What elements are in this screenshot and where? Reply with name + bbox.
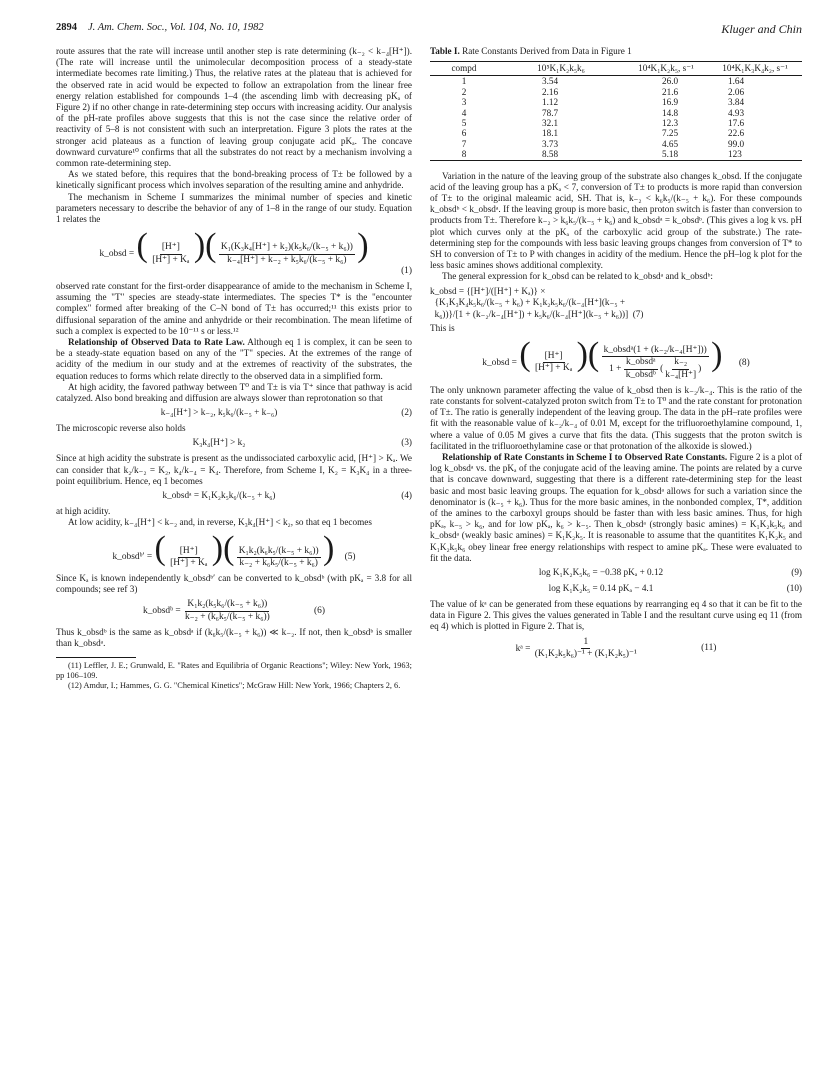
eq-number: (10): [786, 583, 802, 594]
eq-lhs: k_obsd =: [482, 358, 517, 369]
table-cell: 99.0: [728, 138, 745, 149]
frac-den: [H⁺] + Kₐ: [152, 254, 190, 265]
table-cell: 8.58: [542, 149, 559, 160]
eq-number: (1): [401, 265, 412, 276]
paragraph: At low acidity, k₋₄[H⁺] < k₋₂ and, in reverse, K₃k₄[H⁺] < k₂, so that eq 1 becomes: [68, 517, 372, 528]
equation-5: k_obsdᵇ′ = ( $\frac{[H^+]}{\text{[H⁺] + Kₐ}}$ )( $\frac{\text{K₁k₂(k₆k₅/(k₋₅ + k₆))}}{\text{k₋₂ + k₆k₅/(k₋₅ + k₆)}}$ ) (5): [112, 530, 356, 568]
table-cell: 21.6: [662, 86, 679, 97]
table-cell: 7.25: [662, 128, 679, 139]
paragraph-text: Figure 2 is a plot of log k_obsdᵃ vs. the pKₐ of the conjugate acid of the leaving amine. The points are related by a curve that is concave downward, suggesting that there is a different rate-determining step for the least basic and most basic leaving groups. The equation for k_obsdᵃ allows for such a variation since the denominator is (k₋₅ + k₆). Thus for the more basic amines, in the nonbonded complex, T*, addition of the amines to the carboxyl groups should be faster than with less basic amines. Thus, for high pKₐ, k₋₅ > k₆, and for low pKₐ, k₆ > k₋₅. Then k_obsdᵃ (strongly basic amines) = K₁K₂k₅k₆ and k_obsdᵃ (weakly basic amines) = K₁K₂k₅. It is reasonable to assume that the quantitites K₁K₂k₅ and K₁K₂k₅k₆ obey linear free energy relationships with respect to amine pKₐ. These were evaluated to fit the data.: [430, 451, 803, 563]
paragraph: Since at high acidity the substrate is present as the undissociated carboxylic acid, [H⁺] > Kₐ. We can consider that k₂/k₋₂ = K₂, k₄/k₋₄ = K₄. Therefore, from Scheme I, K₂ = K₃K₄ in a three-point equilibrium. Hence, eq 1 becomes: [56, 453, 412, 486]
section-heading: Relationship of Rate Constants in Scheme I to Observed Rate Constants.: [442, 451, 728, 462]
eq-number: (5): [344, 552, 356, 563]
frac-den: k₋₂ + (k₆k₅/(k₋₅ + k₆)): [184, 611, 270, 622]
paragraph: The only unknown parameter affecting the value of k_obsd then is k₋₂/k₋₄. This is the ratio of the rate constants for solvent-catalyzed proton switch from T± to T⁰ and the rate constant for protonation of T±. The ratio is generally independent of the leaving group. The data in the pH–rate profiles were fit with the reasonable value of k₋₂/k₋₄ of 0.01 M, except for the trifluoroethylamine compound, 1, where a value of 0.05 M gives a curve that fits the data. (This suggests that the proton switch is facilitated in the trifluoroethylamine case or that protonation of the alkoxide is slowed.): [430, 384, 802, 451]
running-authors: Kluger and Chin: [721, 22, 802, 36]
table-caption-text: Rate Constants Derived from Data in Figure 1: [462, 46, 632, 56]
equation-2: [56, 407, 412, 420]
frac-num: k_obsdᵃ: [624, 357, 658, 369]
frac-num: K₁(K₃k₄[H⁺] + k₂)(k₅k₆/(k₋₅ + k₆)): [219, 242, 355, 254]
eq-number: (8): [738, 358, 750, 369]
right-column: [430, 46, 802, 664]
section-heading: Relationship of Observed Data to Rate Law.: [68, 337, 245, 348]
eq-body: log K₁K₂K₅k₆ = −0.38 pKₐ + 0.12: [538, 567, 664, 578]
table-row: [430, 128, 802, 138]
table-cell: 16.9: [662, 97, 679, 108]
paragraph: [430, 452, 802, 564]
eq-number: (6): [314, 606, 325, 617]
rate-constants-table: [430, 61, 802, 160]
table-cell: 3.73: [542, 138, 559, 149]
frac-den: [H⁺] + Kₐ: [534, 363, 573, 374]
table-cell: 26.0: [662, 76, 679, 87]
paragraph: The mechanism in Scheme I summarizes the minimal number of species and kinetic parameters necessary to describe the behavior of any of 1–8 in the range of our study. Equation 1 relates the: [56, 191, 412, 225]
frac-num: [H⁺]: [178, 546, 200, 558]
eq-lhs: k_obsd =: [99, 249, 135, 260]
table-row: [430, 118, 802, 128]
table-cell: 78.7: [542, 107, 559, 118]
eq-lhs: kᵃ =: [515, 643, 531, 654]
column-header: 10⁵K₁K₂k₅k₆: [537, 63, 585, 74]
frac-num: [H⁺]: [543, 351, 565, 363]
eq-body: K₃k₄[H⁺] > k₂: [192, 437, 246, 448]
paragraph: This is: [430, 322, 455, 333]
table-row: [430, 149, 802, 160]
frac-den: k₋₄[H⁺]: [665, 369, 697, 380]
page-header: [56, 22, 802, 38]
column-header: compd: [451, 63, 477, 74]
frac-num: 1: [581, 637, 590, 649]
table-cell: 5.18: [662, 149, 679, 160]
equation-8: k_obsd = ( $\frac{[H^+]}{\text{[H⁺] + Kₐ}}$ )( k_obsdᵃ(1 + (k₋₂/k₋₄[H⁺])) 1 + $\frac{\text{k\_obsdᵃ}}{\text{k\_obsdᵇ}}$ ( $\frac{\text{k₋₂}}{\text{k₋₄[H⁺]}}$ ) ) (8): [482, 336, 750, 380]
equation-4: [56, 490, 412, 503]
footnote-rule: [56, 657, 136, 658]
frac-num: K₁k₂(k₅k₆/(k₋₅ + k₆)): [185, 599, 269, 611]
table-cell: 4.93: [728, 107, 745, 118]
frac-num: k_obsdᵃ(1 + (k₋₂/k₋₄[H⁺])): [602, 345, 709, 357]
table-cell: 32.1: [542, 118, 559, 129]
footnote-12: (12) Amdur, I.; Hammes, G. G. "Chemical Kinetics"; McGraw Hill: New York, 1966; Chapters 2, 6.: [68, 681, 401, 691]
table-cell: 18.1: [542, 128, 559, 139]
frac-num: k₋₂: [672, 357, 689, 369]
table-cell: 2: [461, 86, 467, 97]
table-caption: [430, 46, 802, 57]
paragraph-text: Although eq 1 is complex, it can be seen to be a steady-state equation based on any of the "T" species. At the extremes of the range of acidity of the medium in our study and at the extremes of reactivity of the substrates, the equation reduces to forms which relate directly to the observed data in a simplified form.: [56, 337, 412, 381]
eq-number: (4): [401, 490, 412, 501]
table-cell: 22.6: [728, 128, 745, 139]
paragraph: Thus k_obsdᵇ is the same as k_obsdᵃ if (k₆k₅/(k₋₅ + k₆)) ≪ k₋₂. If not, then k_obsdᵇ is smaller than k_obsdᵃ.: [56, 626, 412, 649]
equation-9: [430, 567, 802, 580]
table-row: [430, 76, 802, 87]
eq-number: (2): [401, 407, 412, 418]
paragraph: As we stated before, this requires that the bond-breaking process of T± be followed by a kinetically significant process which involves separation of the resulting amine and anhydride.: [56, 169, 412, 191]
table-cell: 7: [461, 138, 467, 149]
equation-7: k_obsd = {[H⁺]/([H⁺] + Kₐ)} × {K₁K₃K₄k₅k₆/(k₋₅ + k₆) + K₁k₂k₅k₆/(k₋₄[H⁺](k₋₅ + k₆))}/[1 + (k₋₂/k₋₄[H⁺]) + k₅k₆/(k₋₄[H⁺](k₋₅ + k₆))] (7): [430, 285, 644, 319]
table-cell: 4.65: [662, 138, 679, 149]
table-cell: 2.06: [728, 86, 745, 97]
frac-den: k_obsdᵇ: [625, 369, 656, 380]
frac-num: [H⁺]: [160, 242, 182, 254]
footnote-11: (11) Leffler, J. E.; Grunwald, E. "Rates and Equilibria of Organic Reactions"; Wiley: New York, 1963; pp 106–109.: [56, 661, 412, 681]
eq-number: (11): [701, 643, 717, 654]
table-cell: 2.16: [542, 86, 559, 97]
column-header: 10⁴K₁K₂k₅, s⁻¹: [638, 63, 694, 74]
frac-num: K₁k₂(k₆k₅/(k₋₅ + k₆)): [237, 546, 321, 558]
eq-term: 1 +: [609, 364, 622, 375]
frac-den: k₋₄[H⁺] + k₋₂ + k₅k₆/(k₋₅ + k₆): [227, 254, 347, 265]
table-cell: 3.84: [728, 97, 745, 108]
paragraph: The general expression for k_obsd can be related to k_obsdᵃ and k_obsdᵇ:: [442, 271, 713, 282]
table-cell: 8: [461, 149, 467, 160]
equation-11: [430, 637, 802, 660]
table-cell: 1: [461, 76, 467, 87]
table-row: [430, 87, 802, 97]
table-cell: 1.64: [728, 76, 745, 87]
frac-den: k₋₂ + k₆k₅/(k₋₅ + k₆): [239, 557, 318, 568]
paragraph: [56, 337, 412, 382]
eq-lhs: k_obsdᵇ′ =: [112, 552, 153, 563]
table-cell: 4: [461, 107, 467, 118]
eq-number: (3): [401, 437, 412, 448]
eq-number: (9): [791, 567, 802, 578]
table-cell: 12.3: [662, 118, 679, 129]
equation-6: [56, 599, 412, 622]
table-cell: 3.54: [542, 76, 559, 87]
eq-body: k₋₄[H⁺] > k₋₂, k₅k₆/(k₋₅ + k₋₆): [160, 407, 278, 418]
table-cell: 1.12: [542, 97, 559, 108]
table-cell: 5: [461, 118, 467, 129]
paragraph: route assures that the rate will increase until another step is rate determining (k₋₂ < k₋₄[H⁺]). (The rate will increase until the unimolecular decomposition process of a steady-state intermediate becomes rate limiting.) Thus, the relative rates at the plateau that is achieved for the observed rate in acid would be expected to follow an extrapolation from the linear free energy relation established for compounds 1–4 (the ascending limb with decreasing pKₐ of Figure 2) if no other change in rate-determining step occurs with increasing acidity. Our analysis of the pH-rate profiles above suggests that this is not the case since the relative order of reactivity of 5–8 is not consistent with such an interpretation. Figure 3 plots the rates at the stronger acid plateaus as a function of leaving group conjugate acid pKₐ. The concave downward curvature¹⁰ confirms that all the substrates do not react by a mechanism involving a common rate-determining step.: [56, 46, 412, 169]
table-row: [430, 139, 802, 149]
table-row: [430, 97, 802, 107]
table-cell: 14.8: [662, 107, 679, 118]
frac-den: (K₁K₂k₅k₆)⁻¹ + (K₁K₂k₅)⁻¹: [534, 648, 637, 659]
left-column: [56, 46, 412, 691]
journal-citation: J. Am. Chem. Soc., Vol. 104, No. 10, 1982: [88, 22, 264, 33]
paragraph: at high acidity.: [56, 506, 111, 517]
column-header: 10⁴K₁K₃K₄k₂, s⁻¹: [722, 63, 788, 74]
eq-body: log K₁K₂k₅ = 0.14 pKₐ − 4.1: [548, 583, 654, 594]
table-cell: 3: [461, 97, 467, 108]
frac-den: 1 + $\frac{\text{k\_obsdᵃ}}{\text{k\_obsdᵇ}}$ ( $\frac{\text{k₋₂}}{\text{k₋₄[H⁺]}}$ ): [609, 357, 702, 380]
paragraph: The value of kᵃ can be generated from these equations by rearranging eq 4 so that it can be fit to the data in Figure 2. This gives the values generated in Table I and the resultant curve using eq 11 (from eq 4) which is plotted in Figure 2. That is,: [430, 599, 802, 632]
paragraph: Variation in the nature of the leaving group of the substrate also changes k_obsd. If the conjugate acid of the leaving group has a pKₐ < 7, conversion of T± to products is more rapid than conversion of T± to the original maleamic acid, SH. That is, k₋₂ < k₆k₅/(k₋₅ + k₆). For these compounds k_obsdᵇ < k_obsdᵃ. If the leaving group is more basic, then proton switch is faster than conversion to products from T±. Therefore k₋₂ > k₆k₅/(k₋₅ + k₆) and k_obsdᵃ = k_obsdᵇ. (This gives a log k vs. pH plot which curves only at the pKₐ of the carboxylic acid group of the substrate.) The rate-determining step for the compounds with less basic leaving groups changes from conversion of T* to SH to conversion of T± to P with changes in acidity of the medium. Hence the pH–log k plot for the less basic amines shows additional complexity.: [430, 170, 802, 271]
paragraph: Since Kₐ is known independently k_obsdᵇ′ can be converted to k_obsdᵇ (with pKₐ = 3.8 for all compounds; see ref 3): [56, 573, 412, 595]
eq-body: k_obsdᵃ = K₁K₂k₅k₆/(k₋₅ + k₆): [162, 490, 276, 501]
table-row: [430, 108, 802, 118]
page-number: 2894: [56, 22, 77, 33]
table-cell: 123: [728, 149, 742, 160]
paragraph: The microscopic reverse also holds: [56, 423, 186, 434]
paragraph: At high acidity, the favored pathway between T⁰ and T± is via T⁺ since that pathway is acid catalyzed. Also bond breaking and diffusion are always slower than reprotonation so that: [56, 381, 412, 404]
equation-10: [430, 583, 802, 596]
paragraph: observed rate constant for the first-order disappearance of amide to the mechanism in Scheme I, assuming the "T" species are steady-state intermediates. The species T* is the "encounter complex" formed after breaking of the C–N bond of T± has occurred;¹¹ this exists prior to diffusional separation of the amine and anhydride or their recombination. The mean lifetime of such a complex is expected to be 10⁻¹¹ s or less.¹²: [56, 281, 412, 336]
frac-den: [H⁺] + Kₐ: [170, 557, 208, 568]
table-cell: 17.6: [728, 118, 745, 129]
eq-lhs: k_obsdᵇ =: [143, 606, 181, 617]
table-label: Table I.: [430, 46, 460, 56]
table-cell: 6: [461, 128, 467, 139]
equation-1: k_obsd = ( $\frac{[H^+]}{\text{[H⁺] + Kₐ}}$ )( $\frac{\text{K₁(K₃k₄[H⁺] + k₂)(k₅k₆/(k₋₅ + k₆))}}{\text{k₋₄[H⁺] + k₋₂ + k₅k₆/(k₋₅ + k₆)}}$ ) (1): [56, 229, 412, 277]
equation-3: [56, 437, 412, 450]
